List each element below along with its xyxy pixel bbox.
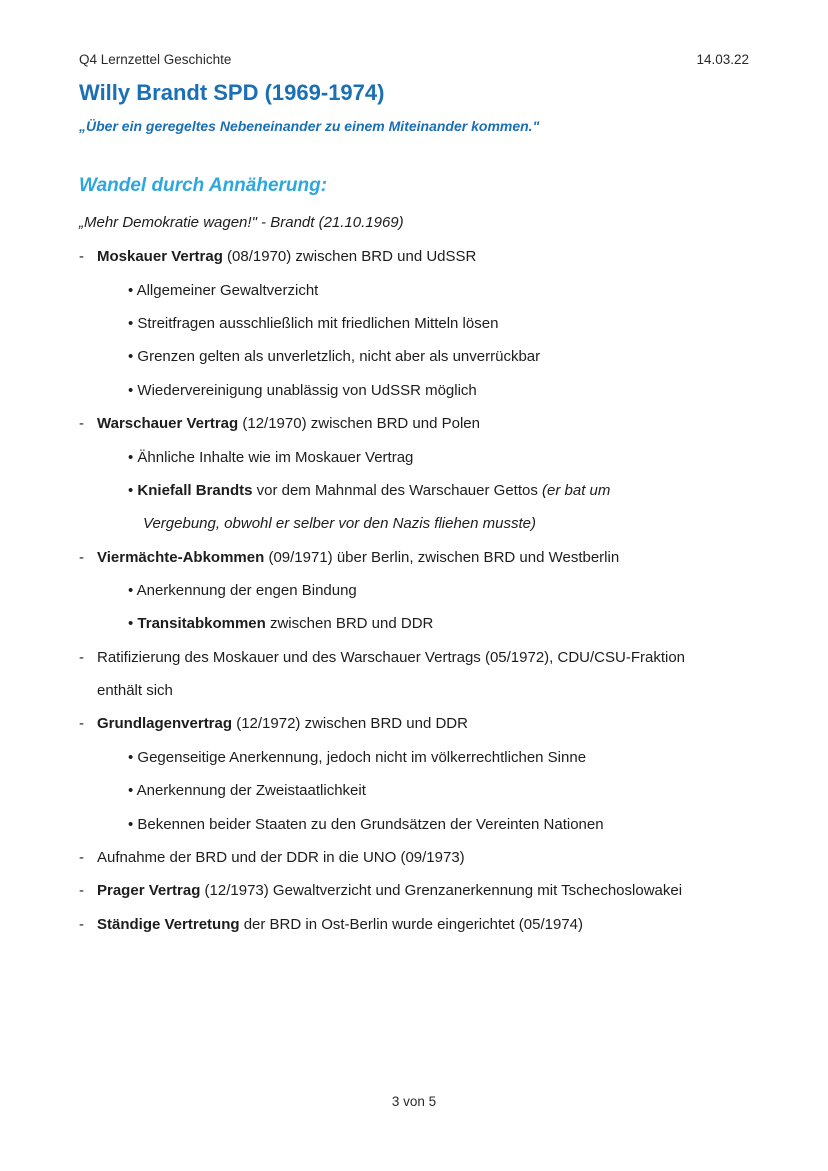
sub-list-text: Grenzen gelten als unverletzlich, nicht aber als unverrückbar bbox=[137, 348, 541, 365]
document-header-date: 14.03.22 bbox=[696, 52, 749, 67]
term-bold: Viermächte-Abkommen bbox=[97, 549, 265, 566]
list-dash: - bbox=[79, 916, 84, 933]
sub-list-continuation bbox=[143, 514, 536, 534]
sub-list-text: vor dem Mahnmal des Warschauer Gettos bbox=[252, 482, 543, 499]
list-item-continuation: enthält sich bbox=[97, 682, 173, 699]
sub-list-item: • Anerkennung der Zweistaatlichkeit bbox=[128, 782, 366, 799]
list-item-text: (12/1973) Gewaltverzicht und Grenzanerkennung mit Tschechoslowakei bbox=[200, 882, 683, 899]
page-number: 3 von 5 bbox=[391, 1094, 437, 1109]
sub-list-item: • Anerkennung der engen Bindung bbox=[128, 582, 357, 599]
list-item-text: (12/1970) zwischen BRD und Polen bbox=[238, 415, 480, 432]
list-item-moskauer-vertrag bbox=[97, 247, 476, 267]
sub-list-text: Bekennen beider Staaten zu den Grundsätzen der Vereinten Nationen bbox=[137, 816, 604, 833]
sub-list-item: • Transitabkommen zwischen BRD und DDR bbox=[128, 615, 434, 632]
sub-list-text: Anerkennung der engen Bindung bbox=[136, 582, 357, 599]
list-item-uno: Aufnahme der BRD und der DDR in die UNO (09/1973) bbox=[97, 849, 465, 866]
list-dash: - bbox=[79, 849, 84, 866]
sub-list-item: • Kniefall Brandts vor dem Mahnmal des Warschauer Gettos (er bat um bbox=[128, 482, 611, 499]
term-bold: Grundlagenvertrag bbox=[97, 715, 233, 732]
list-item-ratifizierung: Ratifizierung des Moskauer und des Warschauer Vertrags (05/1972), CDU/CSU-Fraktion bbox=[97, 649, 686, 666]
term-bold: Ständige Vertretung bbox=[97, 916, 240, 933]
page-subtitle-quote: „Über ein geregeltes Nebeneinander zu einem Miteinander kommen." bbox=[79, 118, 540, 134]
sub-list-note: (er bat um bbox=[542, 482, 611, 499]
term-bold: Kniefall Brandts bbox=[137, 482, 253, 499]
sub-list-item: • Allgemeiner Gewaltverzicht bbox=[128, 282, 319, 299]
brandt-quote: „Mehr Demokratie wagen!" - Brandt (21.10.1969) bbox=[79, 214, 404, 231]
sub-list-text: Anerkennung der Zweistaatlichkeit bbox=[136, 782, 366, 799]
list-item-text: (08/1970) zwischen BRD und UdSSR bbox=[222, 248, 477, 265]
sub-list-item: • Streitfragen ausschließlich mit friedlichen Mitteln lösen bbox=[128, 315, 499, 332]
term-bold: Warschauer Vertrag bbox=[97, 415, 239, 432]
list-dash: - bbox=[79, 415, 84, 432]
list-item-text: (12/1972) zwischen BRD und DDR bbox=[232, 715, 468, 732]
sub-list-note: Vergebung, obwohl er selber vor den Nazis fliehen musste) bbox=[143, 515, 536, 532]
page-title: Willy Brandt SPD (1969-1974) bbox=[79, 80, 385, 105]
list-item-viermaechte-abkommen bbox=[97, 548, 619, 568]
sub-list-item: • Bekennen beider Staaten zu den Grundsätzen der Vereinten Nationen bbox=[128, 816, 604, 833]
sub-list-item: • Ähnliche Inhalte wie im Moskauer Vertrag bbox=[128, 449, 414, 466]
list-item-staendige-vertretung bbox=[97, 915, 583, 935]
section-heading: Wandel durch Annäherung: bbox=[79, 175, 328, 196]
term-bold: Transitabkommen bbox=[137, 615, 266, 632]
sub-list-item: • Gegenseitige Anerkennung, jedoch nicht im völkerrechtlichen Sinne bbox=[128, 749, 587, 766]
sub-list-text: Wiedervereinigung unablässig von UdSSR möglich bbox=[137, 382, 477, 399]
sub-list-item: • Grenzen gelten als unverletzlich, nicht aber als unverrückbar bbox=[128, 348, 541, 365]
document-header-title: Q4 Lernzettel Geschichte bbox=[79, 52, 232, 67]
sub-list-text: zwischen BRD und DDR bbox=[265, 615, 434, 632]
list-dash: - bbox=[79, 248, 84, 265]
list-item-grundlagenvertrag bbox=[97, 714, 468, 734]
list-dash: - bbox=[79, 882, 84, 899]
term-bold: Moskauer Vertrag bbox=[97, 248, 223, 265]
sub-list-text: Ähnliche Inhalte wie im Moskauer Vertrag bbox=[137, 449, 414, 466]
list-dash: - bbox=[79, 649, 84, 666]
list-item-text: (09/1971) über Berlin, zwischen BRD und Westberlin bbox=[264, 549, 620, 566]
list-dash: - bbox=[79, 549, 84, 566]
term-bold: Prager Vertrag bbox=[97, 882, 201, 899]
list-item-text: der BRD in Ost-Berlin wurde eingerichtet (05/1974) bbox=[239, 916, 584, 933]
sub-list-item: • Wiedervereinigung unablässig von UdSSR möglich bbox=[128, 382, 477, 399]
sub-list-text: Allgemeiner Gewaltverzicht bbox=[136, 282, 319, 299]
sub-list-text: Streitfragen ausschließlich mit friedlichen Mitteln lösen bbox=[137, 315, 499, 332]
sub-list-text: Gegenseitige Anerkennung, jedoch nicht im völkerrechtlichen Sinne bbox=[137, 749, 587, 766]
list-item-prager-vertrag bbox=[97, 881, 682, 901]
list-item-warschauer-vertrag bbox=[97, 414, 480, 434]
list-dash: - bbox=[79, 715, 84, 732]
